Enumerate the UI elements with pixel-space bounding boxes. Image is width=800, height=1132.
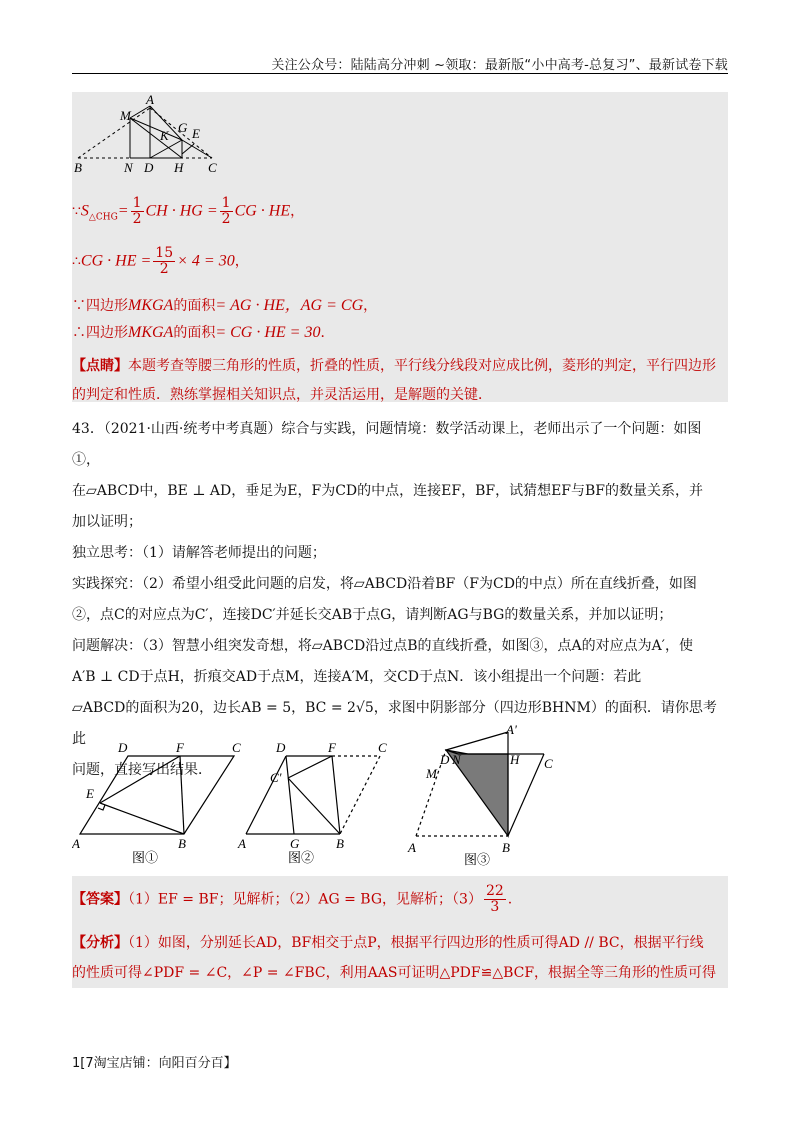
fig1-label-B: B [178, 836, 186, 851]
problem-line: 问题，直接写出结果． [72, 762, 212, 778]
fig3-label-A: A [408, 840, 416, 855]
fig1-label-C: C [232, 740, 241, 755]
problem-43 [72, 414, 728, 786]
fig1-label-F: F [176, 740, 184, 755]
fig1-label-E: E [86, 786, 94, 801]
seg-FCprime [288, 756, 332, 778]
fig3-label-D: D [440, 752, 450, 767]
label-N: N [124, 160, 133, 175]
seg-AD [246, 756, 286, 834]
figure-top [72, 94, 232, 176]
fig2-label-A: A [238, 836, 246, 851]
problem-line: A′B ⊥ CD于点H，折痕交AD于点M，连接A′M，交CD于点N．该小组提出一个问题：若此 [72, 669, 642, 685]
answer-line: 【答案】（1）EF = BF；见解析；（2）AG = BG，见解析；（3） $\frac{22}{3}$ . [72, 883, 513, 915]
problem-line: 43．（2021·山西·统考中考真题）综合与实践，问题情境：数学活动课上，老师出示了一个问题：如图①， [72, 421, 702, 468]
seg-GC [182, 140, 212, 158]
seg-MH [130, 118, 182, 158]
fig3-label-N: N [452, 752, 461, 767]
fig3-caption: 图③ [464, 852, 491, 867]
label-G: G [178, 120, 188, 135]
label-H: H [174, 160, 184, 175]
seg-BF [332, 756, 340, 834]
seg-BE [100, 803, 184, 834]
solution-line-3: ∵四边形MKGA的面积= AG · HE，AG = CG， [72, 297, 378, 314]
analysis-line-2: 的性质可得∠PDF = ∠C，∠P = ∠FBC，利用AAS可证明△PDF≌△BCF，根据全等三角形的性质可得 [72, 965, 717, 981]
right-angle-mark [98, 805, 105, 810]
page-header: 关注公众号：陆陆高分冲刺 ~领取：最新版“小中高考-总复习”、最新试卷下载 [271, 58, 728, 73]
label-E: E [192, 126, 200, 141]
fig3-label-C: C [544, 756, 553, 771]
fig2-label-G: G [290, 836, 300, 851]
problem-line: ②，点C的对应点为C′，连接DC′并延长交AB于点G，请判断AG与BG的数量关系，并加以证明； [72, 607, 673, 623]
fig1-label-D: D [118, 740, 128, 755]
fig2-label-Cprime: C' [270, 770, 282, 785]
figure-1 [72, 736, 252, 868]
seg-MA [130, 106, 150, 118]
solution-line-1: $\because S_{\triangle CHG}=$ $\frac{1}{2}$ CH · HG = $\frac{1}{2}$ CG · HE， [72, 195, 305, 227]
label-K: K [160, 128, 169, 143]
fig3-label-M: M [426, 766, 437, 781]
fig1-label-A: A [72, 836, 80, 851]
problem-line: 问题解决：（3）智慧小组突发奇想，将▱ABCD沿过点B的直线折叠，如图③，点A的对应点为A′，使 [72, 638, 693, 654]
label-D: D [144, 160, 154, 175]
label-M: M [120, 108, 131, 123]
analysis-label: 【分析】 [72, 935, 128, 951]
solution-line-4: ∴四边形MKGA的面积= CG · HE = 30． [72, 324, 335, 341]
comment-line-2: 的判定和性质．熟练掌握相关知识点，并灵活运用，是解题的关键． [72, 387, 492, 403]
seg-MG [130, 118, 182, 140]
comment-label: 【点睛】 [72, 358, 128, 374]
figure-3 [404, 724, 584, 868]
answer-label: 【答案】 [72, 891, 128, 908]
seg-AprimeM [446, 732, 508, 750]
seg-BF [180, 756, 184, 834]
seg-CB-dash [340, 756, 380, 834]
page-footer: 1[7淘宝店铺：向阳百分百】 [72, 1056, 237, 1071]
label-C: C [208, 160, 217, 175]
seg-DG [286, 756, 294, 834]
dash-BA [78, 108, 150, 158]
label-A: A [146, 94, 154, 107]
seg-EF [100, 756, 180, 803]
fig2-label-F: F [328, 740, 336, 755]
fig3-label-Aprime: A' [506, 724, 517, 737]
fig2-label-B: B [336, 836, 344, 851]
problem-line: 在▱ABCD中，BE ⊥ AD，垂足为E，F为CD的中点，连接EF，BF，试猜想EF与BF的数量关系，并 [72, 483, 704, 499]
fig1-caption: 图① [132, 850, 159, 865]
comment-line-1: 【点睛】本题考查等腰三角形的性质，折叠的性质，平行线分线段对应成比例，菱形的判定，平行四边形 [72, 358, 716, 374]
analysis-line-1: 【分析】（1）如图，分别延长AD，BF相交于点P，根据平行四边形的性质可得AD // BC，根据平行线 [72, 935, 704, 951]
header-rule [72, 73, 728, 74]
seg-BCprime [288, 778, 340, 834]
seg-HE [182, 144, 194, 154]
problem-line: 实践探究：（2）希望小组受此问题的启发，将▱ABCD沿着BF（F为CD的中点）所在直线折叠，如图 [72, 576, 697, 592]
fig3-label-H: H [510, 752, 520, 767]
fig2-label-C: C [378, 740, 387, 755]
figure-2 [236, 736, 416, 868]
fig2-caption: 图② [288, 850, 315, 865]
label-B: B [74, 160, 82, 175]
problem-line: ▱ABCD的面积为20，边长AB = 5，BC = 2√5，求图中阴影部分（四边形BHNM）的面积．请你思考此 [72, 700, 717, 747]
fig3-label-B: B [502, 840, 510, 855]
solution-line-2: ∴CG · HE = $\frac{15}{2}$ × 4 = 30， [72, 245, 249, 277]
problem-line: 加以证明； [72, 514, 142, 530]
problem-line: 独立思考：（1）请解答老师提出的问题； [72, 545, 326, 561]
fig2-label-D: D [276, 740, 286, 755]
parallelogram-ABCD [80, 756, 234, 834]
